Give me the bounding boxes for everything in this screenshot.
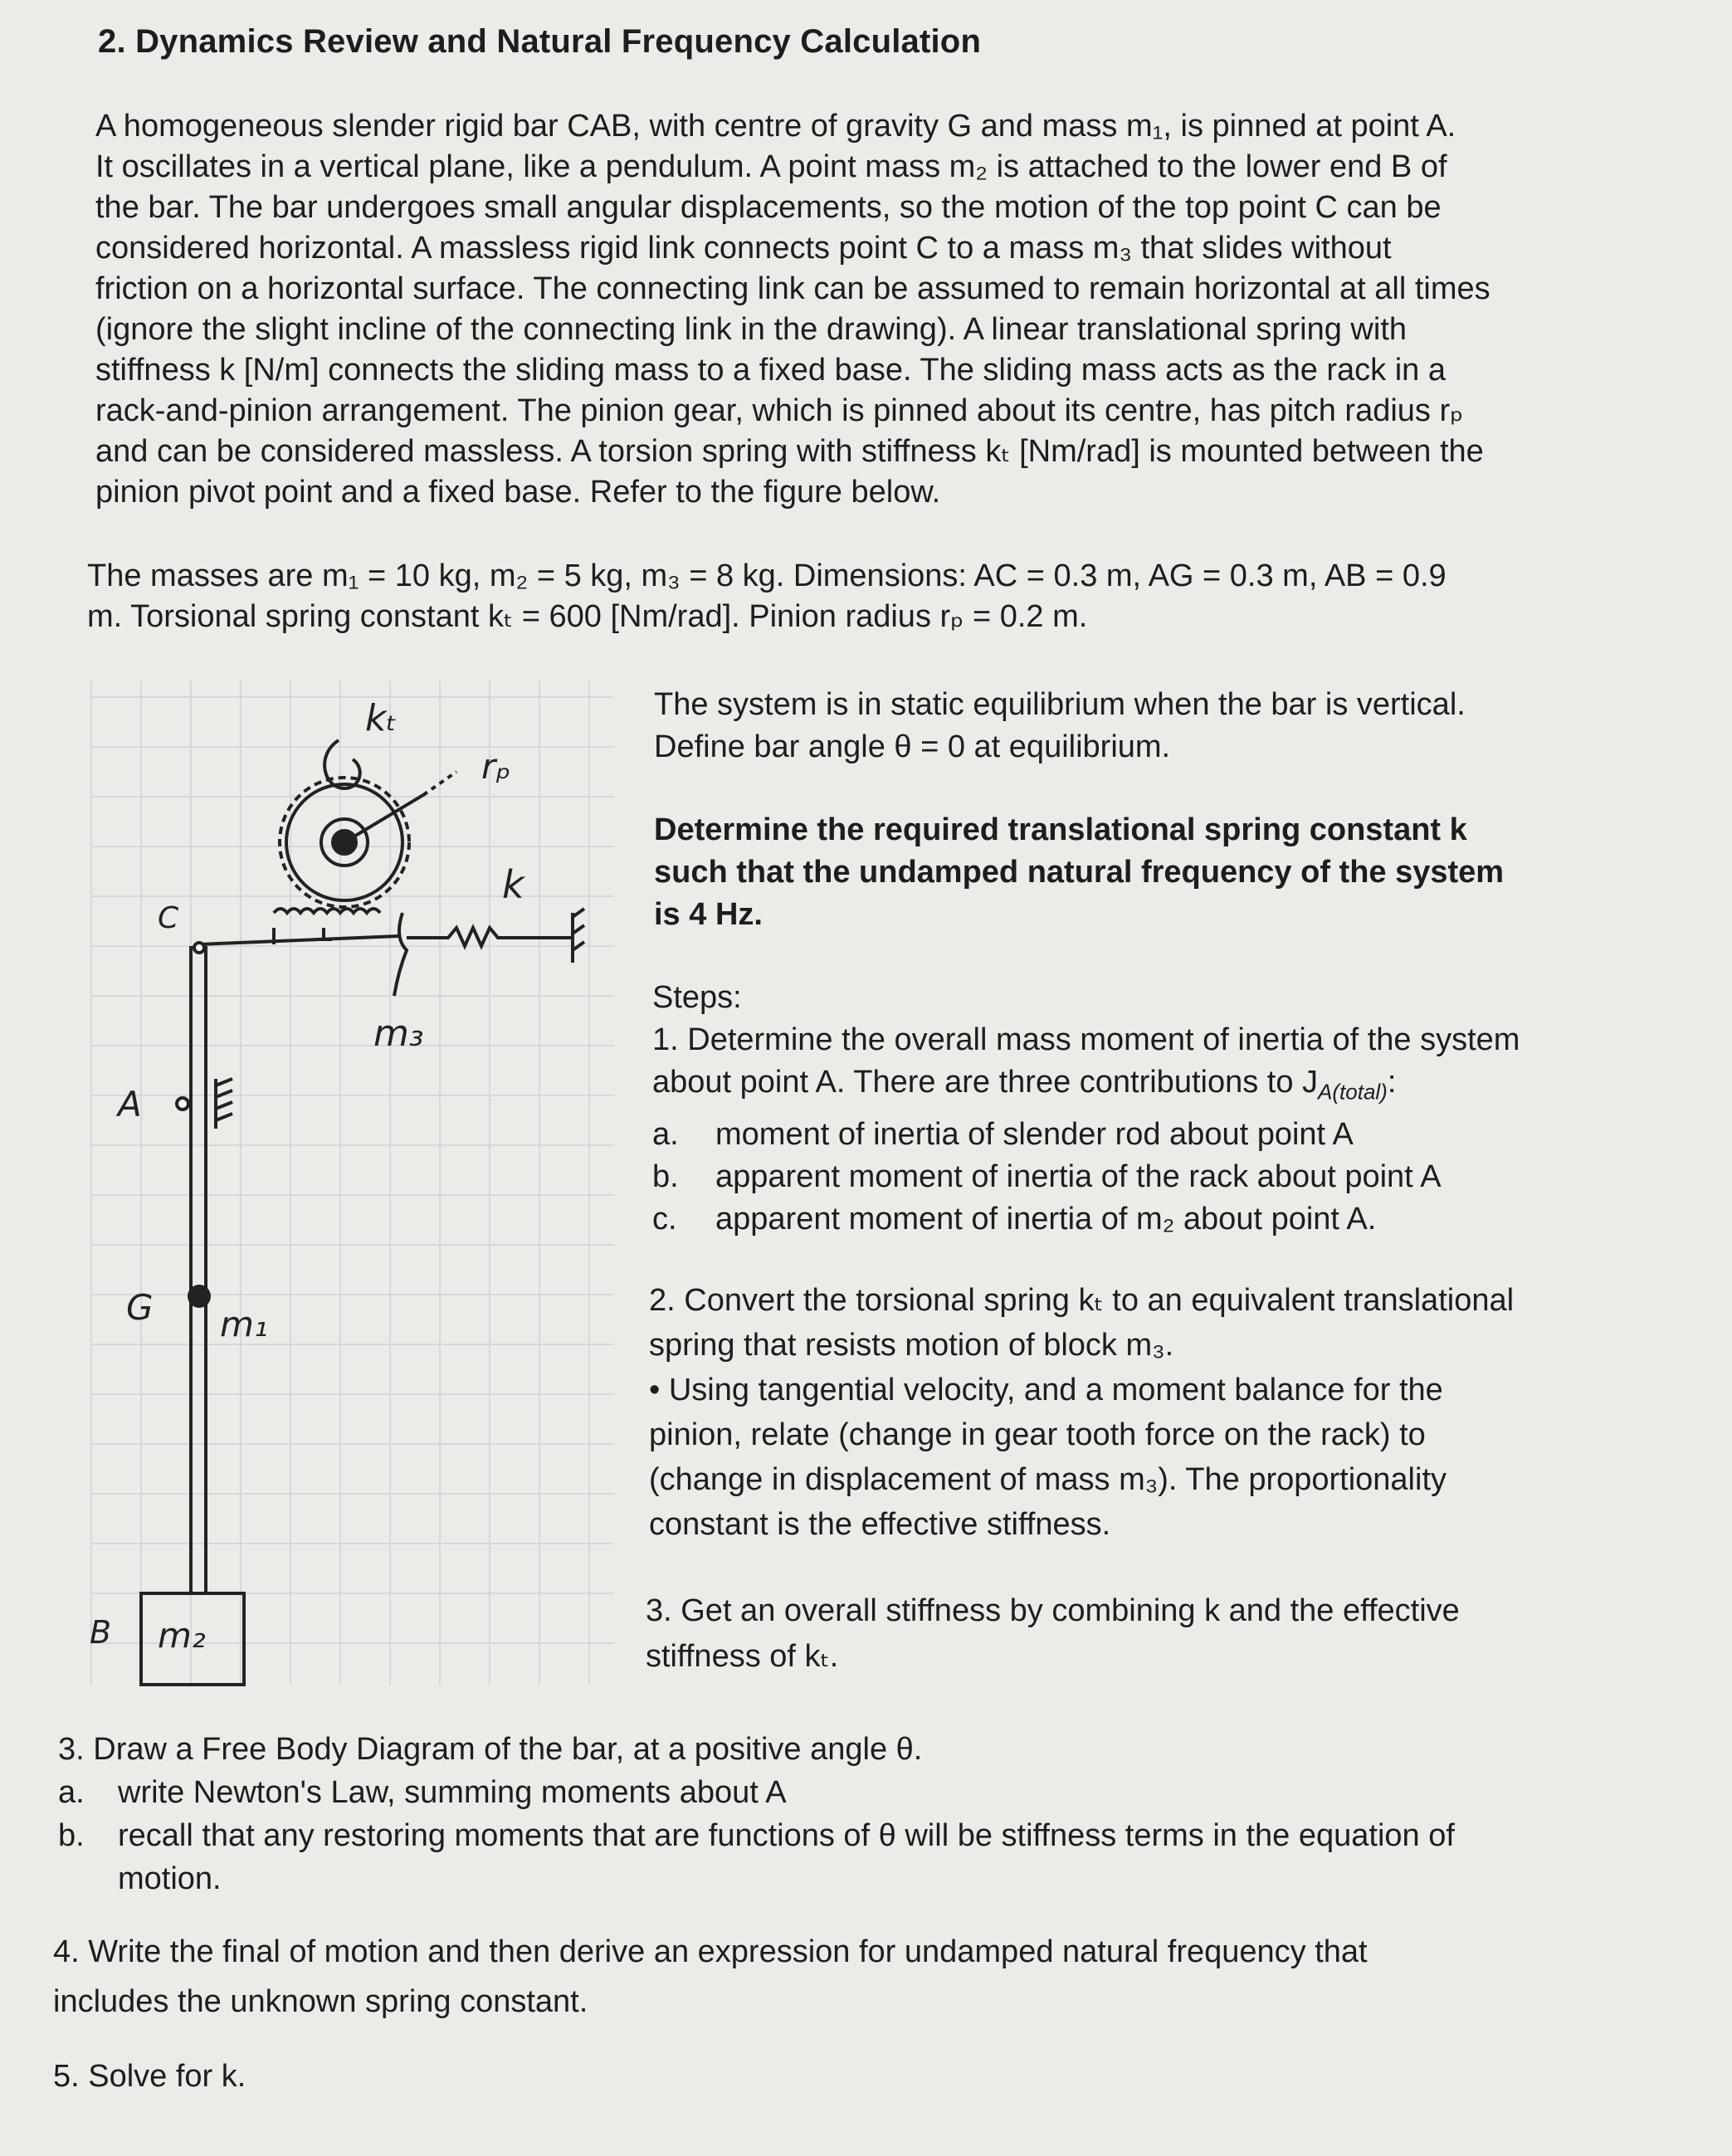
center-of-gravity-g xyxy=(188,1285,211,1308)
equilibrium-line: Define bar angle θ = 0 at equilibrium. xyxy=(654,729,1171,764)
intro-line: and can be considered massless. A torsion spring with stiffness kₜ [Nm/rad] is mounted between the xyxy=(95,434,1484,469)
step1-line xyxy=(652,1061,1520,1114)
step2-line: spring that resists motion of block m₃. xyxy=(649,1328,1174,1363)
item-text: moment of inertia of slender rod about point A xyxy=(715,1116,1354,1152)
rack-and-link xyxy=(199,909,407,996)
item-label: a. xyxy=(652,1116,679,1152)
label-m3: m₃ xyxy=(373,1012,424,1055)
bottom-step3-item xyxy=(58,1814,1455,1857)
bottom-step5 xyxy=(53,2055,246,2098)
label-m1: m₁ xyxy=(220,1304,268,1344)
item-label: b. xyxy=(652,1158,679,1194)
intro-line: the bar. The bar undergoes small angular displacements, so the motion of the top point C can be xyxy=(95,190,1442,225)
step2-line: • Using tangential velocity, and a moment balance for the xyxy=(649,1373,1443,1407)
bottom-step3-item xyxy=(58,1771,1455,1814)
label-kt: kₜ xyxy=(365,697,398,739)
step3-block xyxy=(646,1588,1460,1680)
item-text: write Newton's Law, summing moments about A xyxy=(118,1775,787,1810)
steps-heading: Steps: xyxy=(652,980,742,1015)
bottom-step4-line: includes the unknown spring constant. xyxy=(53,1984,588,2019)
step1-subscript: A(total) xyxy=(1318,1079,1388,1105)
step1-line: 1. Determine the overall mass moment of inertia of the system xyxy=(652,1022,1520,1057)
bar-cab xyxy=(191,943,206,1593)
step2-block xyxy=(649,1278,1514,1547)
label-k: k xyxy=(502,862,524,907)
label-a: A xyxy=(118,1084,142,1124)
intro-line: considered horizontal. A massless rigid link connects point C to a mass m₃ that slides without xyxy=(95,231,1392,266)
item-label: c. xyxy=(652,1201,677,1237)
intro-line: stiffness k [N/m] connects the sliding mass to a fixed base. The sliding mass acts as the rack in a xyxy=(95,353,1447,388)
step2-line: pinion, relate (change in gear tooth force on the rack) to xyxy=(649,1417,1426,1452)
pinion-gear xyxy=(280,772,456,907)
translational-spring xyxy=(407,909,584,963)
step2-line: constant is the effective stiffness. xyxy=(649,1507,1111,1542)
given-line: m. Torsional spring constant kₜ = 600 [Nm/rad]. Pinion radius rₚ = 0.2 m. xyxy=(87,599,1088,634)
grid-background xyxy=(91,680,614,1685)
given-values-paragraph xyxy=(87,556,1447,637)
step2-line: 2. Convert the torsional spring kₜ to an equivalent translational xyxy=(649,1283,1515,1318)
bottom-step4 xyxy=(53,1927,1368,2027)
intro-line: friction on a horizontal surface. The connecting link can be assumed to remain horizontal at all times xyxy=(95,271,1490,306)
step3-line: stiffness of kₜ. xyxy=(646,1639,839,1674)
given-line: The masses are m₁ = 10 kg, m₂ = 5 kg, m₃ = 8 kg. Dimensions: AC = 0.3 m, AG = 0.3 m, AB = 0.9 xyxy=(87,559,1447,593)
equilibrium-text xyxy=(654,684,1466,768)
step1-text: about point A. There are three contributions to J xyxy=(652,1065,1319,1100)
step1-item xyxy=(652,1114,1520,1156)
item-text: recall that any restoring moments that are functions of θ will be stiffness terms in the equation of xyxy=(118,1818,1455,1853)
task-statement xyxy=(654,809,1504,936)
section-heading: 2. Dynamics Review and Natural Frequency Calculation xyxy=(98,23,982,60)
step1-colon: : xyxy=(1387,1065,1397,1100)
bottom-step4-line: 4. Write the final of motion and then derive an expression for undamped natural frequency that xyxy=(53,1934,1368,1969)
task-line: Determine the required translational spring constant k xyxy=(654,812,1467,847)
bottom-step3 xyxy=(58,1728,1455,1900)
bottom-step3-b-continuation: motion. xyxy=(118,1861,222,1896)
item-text: apparent moment of inertia of m₂ about point A. xyxy=(715,1201,1377,1237)
task-line: is 4 Hz. xyxy=(654,897,763,932)
label-g: G xyxy=(126,1287,154,1328)
step2-line: (change in displacement of mass m₃). The proportionality xyxy=(649,1462,1447,1497)
label-rp: rₚ xyxy=(481,746,511,787)
system-figure xyxy=(75,664,622,1693)
step1-item xyxy=(652,1156,1520,1198)
steps-block xyxy=(652,977,1520,1241)
intro-line: It oscillates in a vertical plane, like a pendulum. A point mass m₂ is attached to the lower end B of xyxy=(95,149,1447,184)
label-b: B xyxy=(90,1614,112,1651)
item-text: apparent moment of inertia of the rack about point A xyxy=(715,1158,1442,1194)
equilibrium-line: The system is in static equilibrium when the bar is vertical. xyxy=(654,687,1466,722)
intro-line: (ignore the slight incline of the connecting link in the drawing). A linear translational spring with xyxy=(95,312,1408,347)
intro-line: A homogeneous slender rigid bar CAB, with centre of gravity G and mass m₁, is pinned at point A. xyxy=(95,109,1456,144)
label-c: C xyxy=(158,901,179,935)
intro-line: pinion pivot point and a fixed base. Refer to the figure below. xyxy=(95,475,941,510)
bottom-step5-line: 5. Solve for k. xyxy=(53,2059,246,2094)
intro-paragraph xyxy=(95,106,1490,513)
item-label: b. xyxy=(58,1818,85,1853)
intro-line: rack-and-pinion arrangement. The pinion gear, which is pinned about its centre, has pitch radius rₚ xyxy=(95,393,1464,428)
label-m2: m₂ xyxy=(158,1615,206,1656)
step1-item xyxy=(652,1198,1520,1241)
bottom-step3-heading: 3. Draw a Free Body Diagram of the bar, at a positive angle θ. xyxy=(58,1732,923,1767)
item-label: a. xyxy=(58,1775,85,1810)
task-line: such that the undamped natural frequency of the system xyxy=(654,855,1505,890)
step3-line: 3. Get an overall stiffness by combining k and the effective xyxy=(646,1593,1460,1628)
